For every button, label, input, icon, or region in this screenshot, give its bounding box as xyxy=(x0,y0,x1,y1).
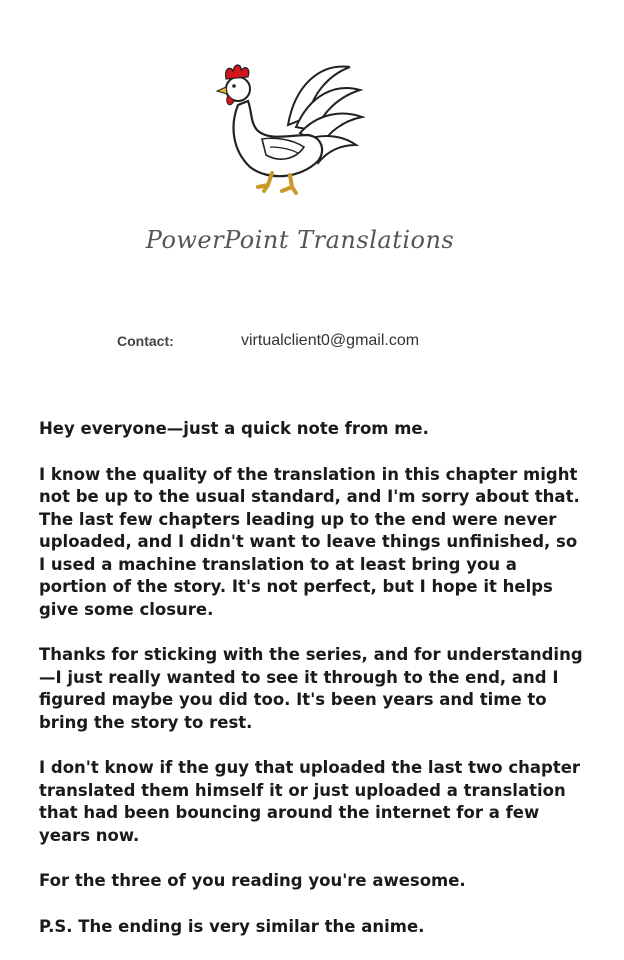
brand-name: PowerPoint Translations xyxy=(145,226,455,254)
contact-label: Contact: xyxy=(117,333,174,349)
rooster-logo xyxy=(200,55,370,200)
note-paragraph: Hey everyone—just a quick note from me. xyxy=(39,419,429,438)
note-paragraph: I don't know if the guy that uploaded the last two chapter translated them himself it or just uploaded a translation that had been bouncing around the internet for a few years now. xyxy=(39,758,581,845)
note-paragraph: P.S. The ending is very similar the anime. xyxy=(39,916,425,936)
rooster-icon xyxy=(200,55,370,200)
note-paragraph: Thanks for sticking with the series, and for understanding—I just really wanted to see it through to the end, and I figured maybe you did too. It's been years and time to bring the story to rest. xyxy=(39,645,583,732)
contact-email-link[interactable]: virtualclient0@gmail.com xyxy=(241,332,420,349)
translator-note xyxy=(39,418,584,938)
note-paragraph: For the three of you reading you're awesome. xyxy=(39,871,466,890)
note-paragraph: I know the quality of the translation in this chapter might not be up to the usual standard, and I'm sorry about that. The last few chapters leading up to the end were never uploaded, and I didn't want to leave things unfinished, so I used a machine translation to at least bring you a portion of the story. It's not perfect, but I hope it helps give some closure. xyxy=(39,464,580,619)
